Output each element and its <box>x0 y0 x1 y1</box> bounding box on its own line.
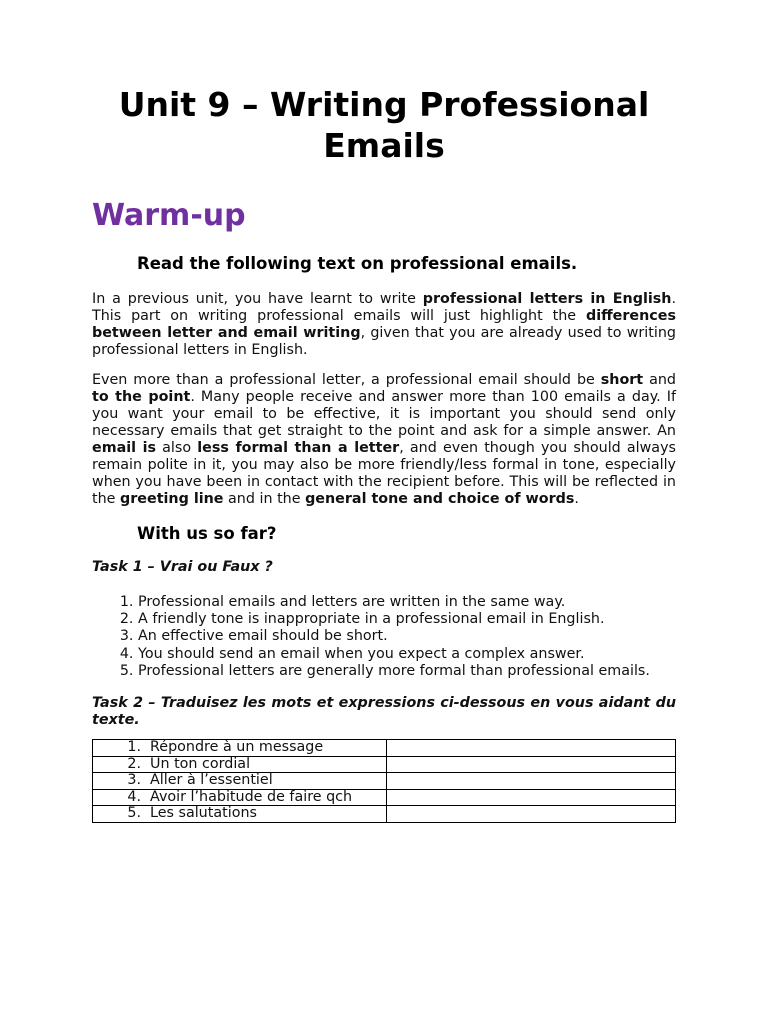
table-row <box>93 789 676 806</box>
french-expression-cell: 3. Aller à l’essentiel <box>93 773 387 790</box>
document-content <box>92 84 676 823</box>
table-row <box>93 740 676 757</box>
french-expression-cell: 2. Un ton cordial <box>93 756 387 773</box>
translation-answer-cell[interactable] <box>387 740 676 757</box>
french-expression-cell: 1. Répondre à un message <box>93 740 387 757</box>
translation-answer-cell[interactable] <box>387 773 676 790</box>
task1-title: Task 1 – Vrai ou Faux ? <box>92 559 273 575</box>
task2-title: Task 2 – Traduisez les mots et expressions ci-dessous en vous aidant du texte. <box>92 695 676 729</box>
comprehension-check-heading: With us so far? <box>137 524 277 543</box>
intro-paragraph: In a previous unit, you have learnt to write professional letters in English. This part on writing professional emails will just highlight the differences between letter and email writing, given that you are already used to writing professional letters in English. <box>92 291 676 358</box>
item-number: 2. <box>127 755 141 772</box>
list-item: 3. An effective email should be short. <box>138 628 676 645</box>
item-number: 5. <box>127 805 141 822</box>
translation-answer-cell[interactable] <box>387 789 676 806</box>
list-item: 1. Professional emails and letters are written in the same way. <box>138 594 676 611</box>
table-row <box>93 756 676 773</box>
item-number: 1. <box>127 739 141 756</box>
email-tone-paragraph: Even more than a professional letter, a professional email should be short and to the point. Many people receive and answer more than 100 emails a day. If you want your email to be effective, it is important you should send only necessary emails that get straight to the point and ask for a simple answer. An email is also less formal than a letter, and even though you should always remain polite in it, you may also be more friendly/less formal in tone, especially when you have been in contact with the recipient before. This will be reflected in the greeting line and in the general tone and choice of words. <box>92 372 676 507</box>
table-row <box>93 773 676 790</box>
list-item: 5. Professional letters are generally more formal than professional emails. <box>138 663 676 680</box>
warmup-heading: Warm-up <box>92 198 246 233</box>
translation-answer-cell[interactable] <box>387 806 676 823</box>
french-expression-cell: 4. Avoir l’habitude de faire qch <box>93 789 387 806</box>
reading-instruction: Read the following text on professional emails. <box>137 254 578 273</box>
list-item: 4. You should send an email when you expect a complex answer. <box>138 646 676 663</box>
list-item: 2. A friendly tone is inappropriate in a professional email in English. <box>138 611 676 628</box>
french-expression-cell: 5. Les salutations <box>93 806 387 823</box>
true-false-list <box>92 594 676 680</box>
page-title: Unit 9 – Writing Professional Emails <box>118 85 650 165</box>
translation-answer-cell[interactable] <box>387 756 676 773</box>
translation-table <box>92 739 676 823</box>
item-number: 4. <box>127 788 141 805</box>
table-row <box>93 806 676 823</box>
item-number: 3. <box>127 772 141 789</box>
